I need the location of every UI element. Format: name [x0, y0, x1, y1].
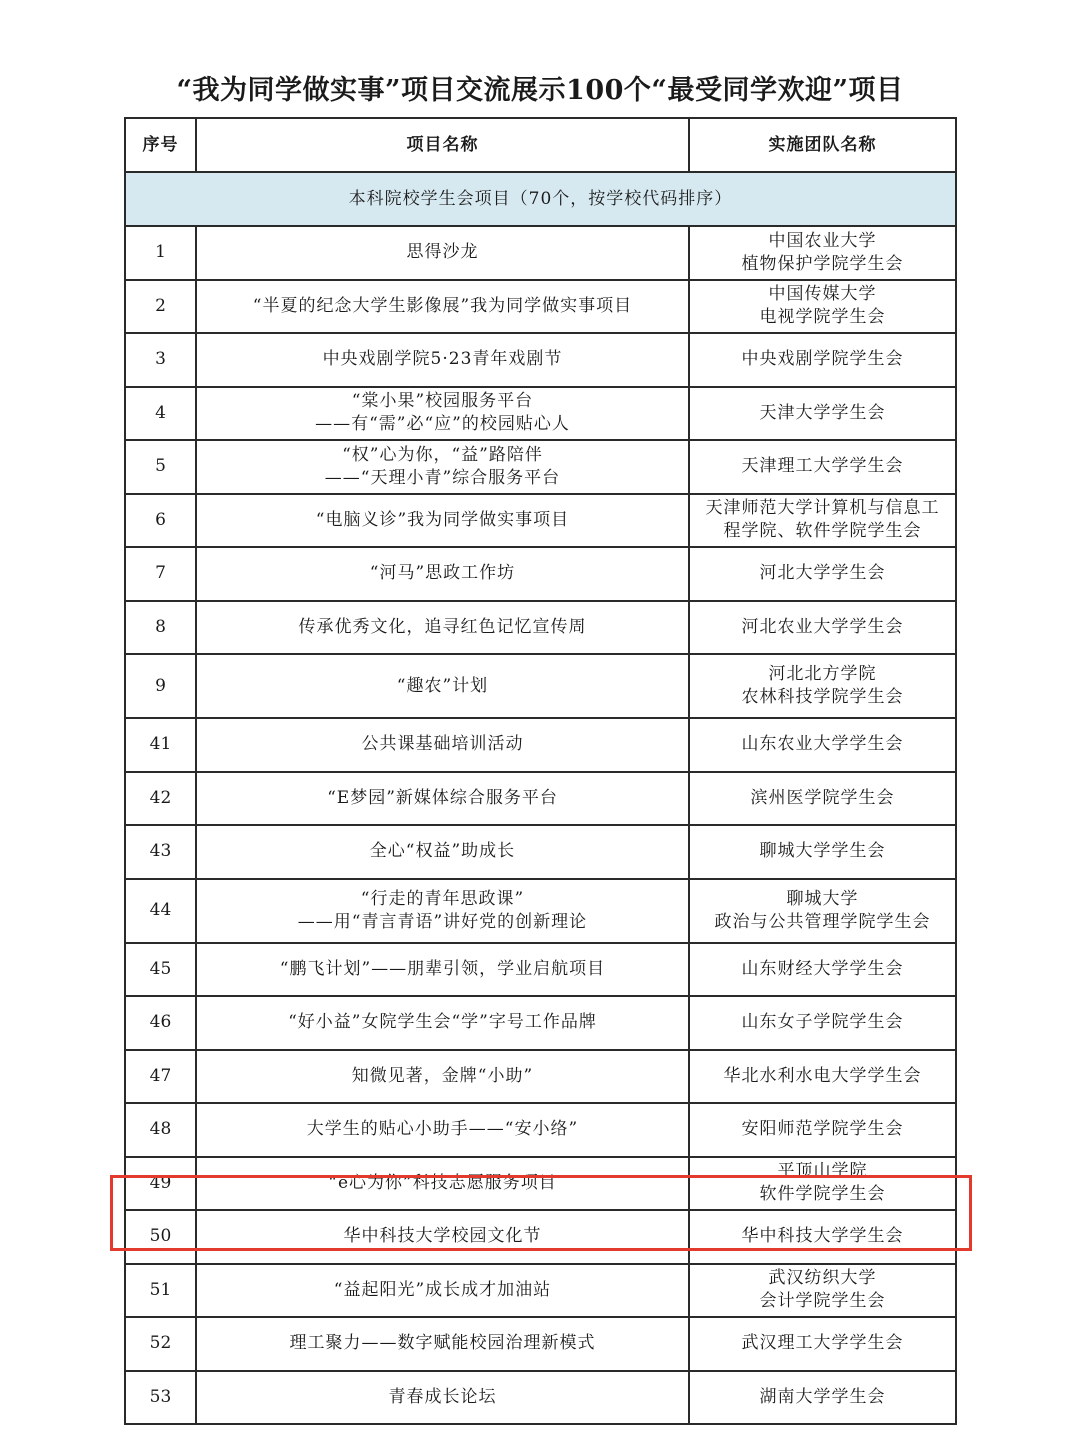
team-name-cell: [689, 333, 956, 387]
table-row: [125, 494, 956, 548]
cell-line: “好小益”女院学生会“学”字号工作品牌: [288, 1012, 597, 1033]
project-name-cell: [196, 226, 689, 280]
row-number: 46: [125, 996, 196, 1050]
team-name-cell: [689, 1371, 956, 1425]
project-name-cell: [196, 825, 689, 879]
row-number: 7: [125, 547, 196, 601]
cell-line: 知微见著，金牌“小助”: [351, 1065, 534, 1086]
cell-line: “河马”思政工作坊: [369, 563, 516, 584]
table-row: [125, 996, 956, 1050]
cell-line: 传承优秀文化，追寻红色记忆宣传周: [298, 616, 587, 637]
project-name-cell: [196, 1371, 689, 1425]
project-name-cell: [196, 280, 689, 334]
cell-line: “E梦园”新媒体综合服务平台: [327, 787, 558, 808]
header-team-name: 实施团队名称: [689, 118, 956, 172]
project-name-cell: [196, 1050, 689, 1104]
project-name-cell: [196, 601, 689, 655]
team-name-cell: [689, 1157, 956, 1211]
table-row: [125, 879, 956, 943]
table-row: [125, 280, 956, 334]
cell-line: 电视学院学生会: [759, 307, 886, 328]
team-name-cell: [689, 654, 956, 718]
team-name-cell: [689, 547, 956, 601]
cell-line: 软件学院学生会: [759, 1184, 886, 1205]
cell-line: 思得沙龙: [406, 242, 479, 263]
team-name-cell: [689, 772, 956, 826]
project-name-cell: [196, 1317, 689, 1371]
cell-line: 公共课基础培训活动: [361, 734, 524, 755]
cell-line: 中国农业大学: [768, 230, 877, 251]
cell-line: 中国传媒大学: [768, 284, 877, 305]
cell-line: 中央戏剧学院学生会: [741, 349, 904, 370]
document-title: “我为同学做实事”项目交流展示100个“最受同学欢迎”项目: [176, 75, 904, 106]
cell-line: 山东财经大学学生会: [741, 958, 904, 979]
row-number: 42: [125, 772, 196, 826]
row-number: 50: [125, 1210, 196, 1264]
cell-line: 天津理工大学学生会: [741, 456, 904, 477]
cell-line: 武汉理工大学学生会: [741, 1333, 904, 1354]
project-name-cell: [196, 494, 689, 548]
table-row: [125, 440, 956, 494]
team-name-cell: [689, 226, 956, 280]
project-name-cell: [196, 440, 689, 494]
row-number: 6: [125, 494, 196, 548]
project-name-cell: [196, 879, 689, 943]
table-row: [125, 825, 956, 879]
project-name-cell: [196, 772, 689, 826]
team-name-cell: [689, 718, 956, 772]
table-row: [125, 943, 956, 997]
team-name-cell: [689, 943, 956, 997]
row-number: 2: [125, 280, 196, 334]
cell-line: 青春成长论坛: [388, 1386, 497, 1407]
table-row: [125, 772, 956, 826]
team-name-cell: [689, 1050, 956, 1104]
team-name-cell: [689, 494, 956, 548]
cell-line: 会计学院学生会: [759, 1291, 886, 1312]
header-number: 序号: [125, 118, 196, 172]
team-name-cell: [689, 1210, 956, 1264]
cell-line: “鹏飞计划”——朋辈引领，学业启航项目: [279, 958, 606, 979]
cell-line: 安阳师范学院学生会: [741, 1119, 904, 1140]
table-row: [125, 333, 956, 387]
cell-line: 华中科技大学学生会: [741, 1226, 904, 1247]
cell-line: 天津大学学生会: [759, 402, 886, 423]
cell-line: 华北水利水电大学学生会: [723, 1065, 922, 1086]
row-number: 52: [125, 1317, 196, 1371]
row-number: 44: [125, 879, 196, 943]
team-name-cell: [689, 996, 956, 1050]
table-row: [125, 1210, 956, 1264]
cell-line: 华中科技大学校园文化节: [343, 1226, 542, 1247]
project-name-cell: [196, 654, 689, 718]
cell-line: 河北农业大学学生会: [741, 616, 904, 637]
table-row: [125, 547, 956, 601]
project-name-cell: [196, 718, 689, 772]
row-number: 4: [125, 387, 196, 441]
cell-line: 聊城大学学生会: [759, 841, 886, 862]
cell-line: 全心“权益”助成长: [369, 841, 516, 862]
cell-line: ——用“青言青语”讲好党的创新理论: [297, 911, 588, 932]
row-number: 5: [125, 440, 196, 494]
cell-line: 聊城大学: [786, 888, 859, 909]
cell-line: “半夏的纪念大学生影像展”我为同学做实事项目: [252, 295, 633, 316]
cell-line: 湖南大学学生会: [759, 1386, 886, 1407]
project-name-cell: [196, 1210, 689, 1264]
cell-line: “棠小果”校园服务平台: [351, 391, 534, 412]
project-name-cell: [196, 1264, 689, 1318]
cell-line: 河北大学学生会: [759, 563, 886, 584]
cell-line: “益起阳光”成长成才加油站: [333, 1279, 552, 1300]
team-name-cell: [689, 280, 956, 334]
project-name-cell: [196, 1157, 689, 1211]
project-name-cell: [196, 996, 689, 1050]
cell-line: ——有“需”必“应”的校园贴心人: [315, 414, 570, 435]
cell-line: 天津师范大学计算机与信息工: [705, 498, 940, 519]
row-number: 51: [125, 1264, 196, 1318]
team-name-cell: [689, 601, 956, 655]
row-number: 47: [125, 1050, 196, 1104]
project-name-cell: [196, 547, 689, 601]
table-row: [125, 601, 956, 655]
cell-line: 武汉纺织大学: [768, 1268, 877, 1289]
team-name-cell: [689, 440, 956, 494]
project-name-cell: [196, 1103, 689, 1157]
cell-line: 平顶山学院: [777, 1161, 868, 1182]
cell-line: 山东女子学院学生会: [741, 1012, 904, 1033]
table-row: [125, 718, 956, 772]
table-row: [125, 654, 956, 718]
cell-line: 农林科技学院学生会: [741, 687, 904, 707]
cell-line: 植物保护学院学生会: [741, 253, 904, 274]
cell-line: 大学生的贴心小助手——“安小络”: [306, 1119, 579, 1140]
row-number: 41: [125, 718, 196, 772]
row-number: 43: [125, 825, 196, 879]
row-number: 49: [125, 1157, 196, 1211]
cell-line: “权”心为你，“益”路陪伴: [342, 444, 543, 465]
project-name-cell: [196, 387, 689, 441]
row-number: 45: [125, 943, 196, 997]
table-row: [125, 226, 956, 280]
cell-line: “趣农”计划: [396, 675, 489, 696]
row-number: 48: [125, 1103, 196, 1157]
project-name-cell: [196, 333, 689, 387]
cell-line: “e心为你”科技志愿服务项目: [328, 1172, 557, 1193]
team-name-cell: [689, 1103, 956, 1157]
cell-line: 山东农业大学学生会: [741, 734, 904, 755]
header-project-name: 项目名称: [196, 118, 689, 172]
team-name-cell: [689, 1317, 956, 1371]
row-number: 8: [125, 601, 196, 655]
cell-line: “电脑义诊”我为同学做实事项目: [315, 509, 570, 530]
cell-line: 理工聚力——数字赋能校园治理新模式: [289, 1333, 596, 1354]
table-row: [125, 1103, 956, 1157]
cell-line: 政治与公共管理学院学生会: [714, 911, 931, 932]
row-number: 1: [125, 226, 196, 280]
cell-line: 河北北方学院: [768, 664, 877, 684]
table-row: [125, 1317, 956, 1371]
section-title: 本科院校学生会项目（70个，按学校代码排序）: [125, 172, 956, 226]
cell-line: 中央戏剧学院5·23青年戏剧节: [322, 349, 563, 370]
project-table: [124, 117, 957, 1425]
table-row: [125, 1050, 956, 1104]
project-name-cell: [196, 943, 689, 997]
cell-line: 滨州医学院学生会: [750, 787, 895, 808]
table-row: [125, 1157, 956, 1211]
cell-line: ——“天理小青”综合服务平台: [324, 467, 561, 488]
team-name-cell: [689, 387, 956, 441]
table-row: [125, 1371, 956, 1425]
team-name-cell: [689, 825, 956, 879]
cell-line: “行走的青年思政课”: [360, 888, 525, 909]
table-row: [125, 1264, 956, 1318]
team-name-cell: [689, 879, 956, 943]
table-header-row: [125, 118, 956, 172]
section-row: [125, 172, 956, 226]
team-name-cell: [689, 1264, 956, 1318]
row-number: 9: [125, 654, 196, 718]
cell-line: 程学院、软件学院学生会: [723, 521, 922, 542]
row-number: 53: [125, 1371, 196, 1425]
row-number: 3: [125, 333, 196, 387]
table-row: [125, 387, 956, 441]
